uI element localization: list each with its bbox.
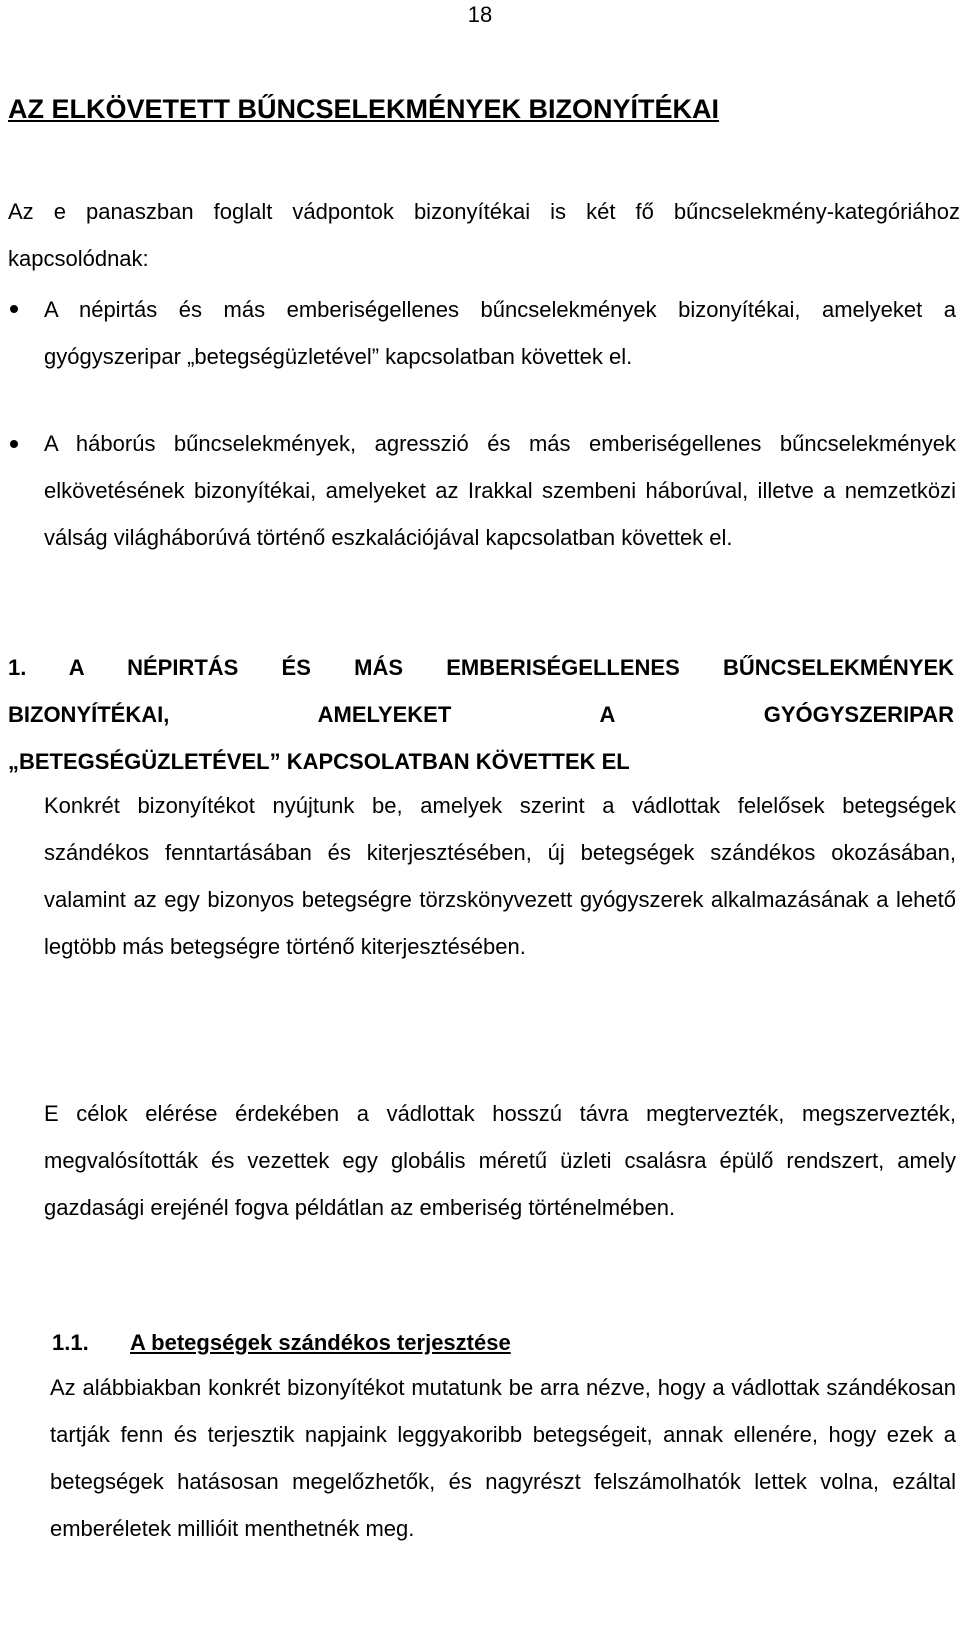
section-heading bbox=[8, 644, 954, 785]
section-heading-line: BIZONYÍTÉKAI, AMELYEKET A GYÓGYSZERIPAR bbox=[8, 702, 954, 727]
bullet-item-war-crimes: A háborús bűncselekmények, agresszió és más emberiségellenes bűncselekmények elkövetésének bizonyítékai, amelyeket az Irakkal szembeni háborúval, illetve a nemzetközi válság világháborúvá történő eszkalációjával kapcsolatban követtek el. bbox=[44, 431, 956, 550]
bullet-icon bbox=[10, 440, 18, 448]
section-heading-line: 1. A NÉPIRTÁS ÉS MÁS EMBERISÉGELLENES BŰNCSELEKMÉNYEK bbox=[8, 655, 954, 680]
subsection-number: 1.1. bbox=[52, 1330, 89, 1355]
section-paragraph-evidence: Konkrét bizonyítékot nyújtunk be, amelyek szerint a vádlottak felelősek betegségek szándékos fenntartásában és kiterjesztésében, új betegségek szándékos okozásában, valamint az egy bizonyos betegségre törzskönyvezett gyógyszerek alkalmazásának a lehető legtöbb más betegségre történő kiterjesztésében. bbox=[44, 793, 956, 959]
section-paragraph-goals: E célok elérése érdekében a vádlottak hosszú távra megtervezték, megszervezték, megvalósították és vezettek egy globális méretű üzleti csalásra épülő rendszert, amely gazdasági erejénél fogva példátlan az emberiség történelmében. bbox=[44, 1101, 956, 1220]
intro-paragraph: Az e panaszban foglalt vádpontok bizonyítékai is két fő bűncselekmény-kategóriához kapcsolódnak: bbox=[8, 199, 960, 271]
page-number: 18 bbox=[467, 2, 493, 27]
section-heading-line: „BETEGSÉGÜZLETÉVEL” KAPCSOLATBAN KÖVETTEK EL bbox=[8, 749, 630, 774]
bullet-item-genocide: A népirtás és más emberiségellenes bűncselekmények bizonyítékai, amelyeket a gyógyszeripar „betegségüzletével” kapcsolatban követtek el. bbox=[44, 297, 956, 369]
subsection-heading bbox=[52, 1326, 511, 1360]
page-title: AZ ELKÖVETETT BŰNCSELEKMÉNYEK BIZONYÍTÉKAI bbox=[8, 94, 720, 124]
subsection-paragraph: Az alábbiakban konkrét bizonyítékot mutatunk be arra nézve, hogy a vádlottak szándékosan tartják fenn és terjesztik napjaink leggyakoribb betegségeit, annak ellenére, hogy ezek a betegségek hatásosan megelőzhetők, és nagyrészt felszámolhatók lettek volna, ezáltal emberéletek millióit menthetnék meg. bbox=[50, 1375, 956, 1541]
bullet-icon bbox=[10, 305, 18, 313]
subsection-title: A betegségek szándékos terjesztése bbox=[130, 1330, 511, 1355]
